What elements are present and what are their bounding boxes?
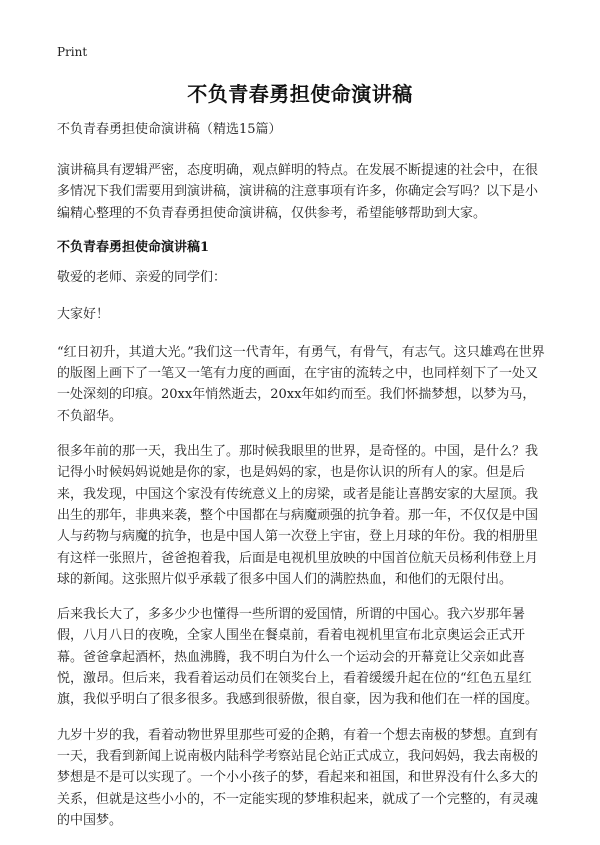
hello-line: 大家好！ — [57, 306, 110, 322]
article-subtitle: 不负青春勇担使命演讲稿（精选15篇） — [57, 122, 282, 137]
body-paragraph: 很多年前的那一天，我出生了。那时候我眼里的世界，是奇怪的。中国，是什么？我记得小时候妈妈说她是你的家，也是妈妈的家，也是你认识的所有人的家。但是后来，我发现，中国这个家没有传统意义上的房梁，或者是能让喜鹊安家的大屋顶。我出生的那年，非典来袭，整个中国都在与病魔顽强的抗争着。那一年，不仅仅是中国人与药物与病魔的抗争，也是中国人第一次登上宇宙，登上月球的年份。我的相册里有这样一张照片，爸爸抱着我，后面是电视机里放映的中国首位航天员杨利伟登上月球的新闻。这张照片似乎承载了很多中国人们的满腔热血，和他们的无限付出。 — [57, 444, 539, 587]
section-heading: 不负青春勇担使命演讲稿1 — [57, 239, 210, 255]
print-label: Print — [57, 45, 88, 59]
article-body — [57, 120, 547, 845]
intro-paragraph: 演讲稿具有逻辑严密，态度明确，观点鲜明的特点。在发展不断提速的社会中，在很多情况下我们需要用到演讲稿，演讲稿的注意事项有许多，你确定会写吗？以下是小编精心整理的不负青春勇担使命演讲稿，仅供参考，希望能够帮助到大家。 — [57, 163, 539, 221]
page-title: 不负青春勇担使命演讲稿 — [187, 82, 413, 106]
body-paragraph: “红日初升，其道大光。”我们这一代青年，有勇气，有骨气，有志气。这只雄鸡在世界的版图上画下了一笔又一笔有力度的画面，在宇宙的流转之中，也同样刻下了一处又一处深刻的印痕。20xx年悄然逝去，20xx年如约而至。我们怀揣梦想，以梦为马，不负韶华。 — [57, 344, 545, 424]
greeting-line: 敬爱的老师、亲爱的同学们： — [57, 269, 227, 285]
body-paragraph: 后来我长大了，多多少少也懂得一些所谓的爱国情，所谓的中国心。我六岁那年暑假，八月八日的夜晚，全家人围坐在餐桌前，看着电视机里宣布北京奥运会正式开幕。爸爸拿起酒杯，热血沸腾，我不明白为什么一个运动会的开幕竟让父亲如此喜悦，激昂。但后来，我看着运动员们在领奖台上，看着缓缓升起在位的“红色五星红旗，我似乎明白了很多很多。我感到很骄傲，很自豪，因为我和他们在一样的国度。 — [57, 607, 539, 708]
body-paragraph: 九岁十岁的我，看着动物世界里那些可爱的企鹅，有着一个想去南极的梦想。直到有一天，我看到新闻上说南极内陆科学考察站昆仑站正式成立，我问妈妈，我去南极的梦想是不是可以实现了。一个小小孩子的梦，看起来和祖国，和世界没有什么多大的关系，但就是这些小小的，不一定能实现的梦堆积起来，就成了一个完整的，有灵魂的中国梦。 — [57, 727, 539, 828]
